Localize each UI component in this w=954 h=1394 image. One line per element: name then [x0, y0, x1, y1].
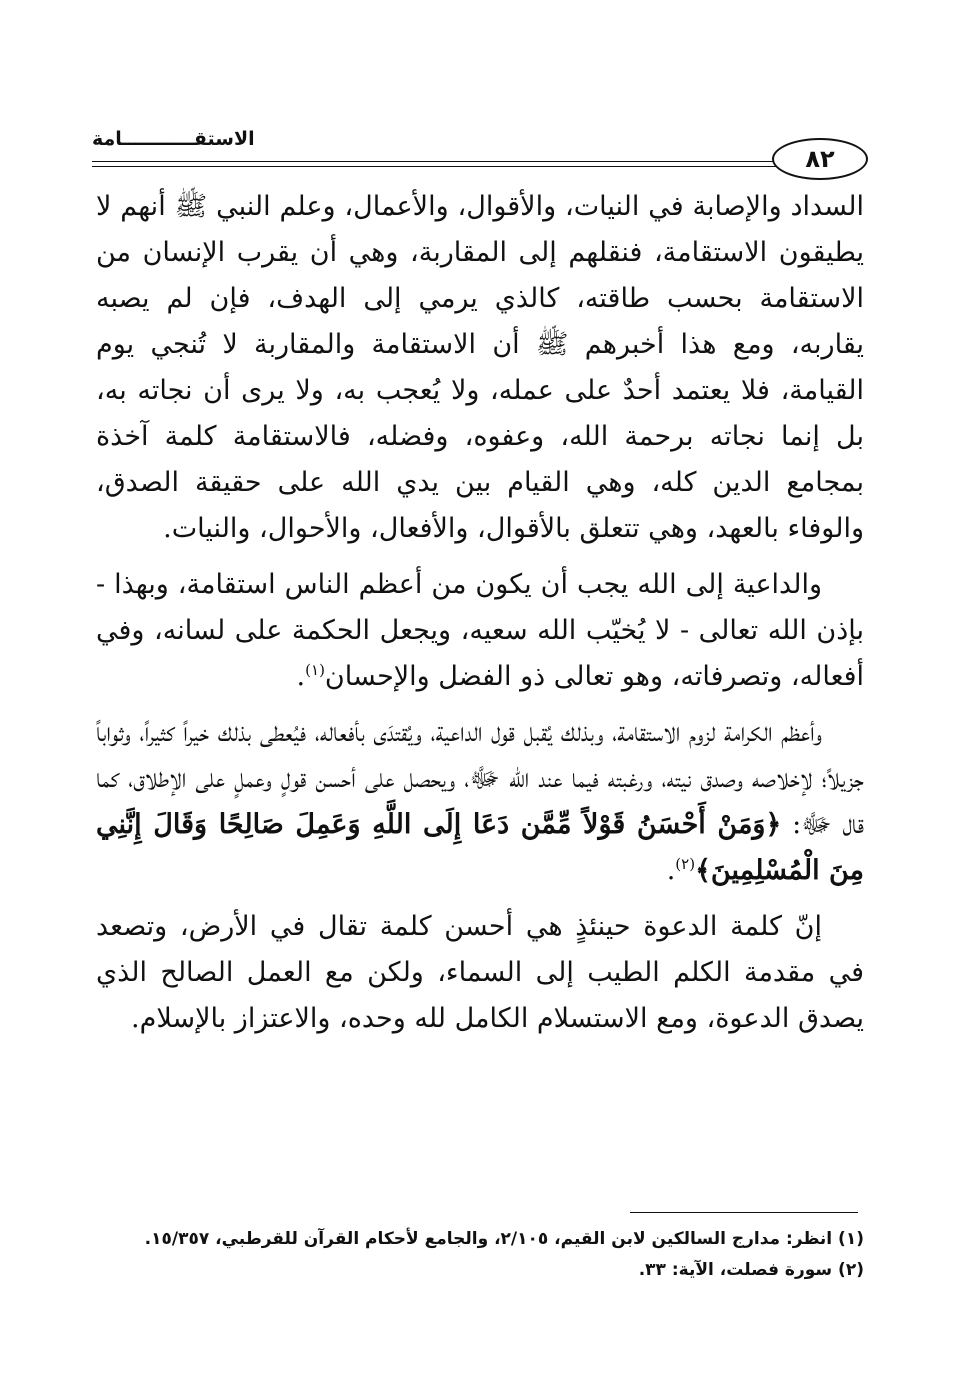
- page-header: [92, 128, 868, 184]
- footnote-1: (١) انظر: مدارج السالكين لابن القيم، ٢/١٠٥، والجامع لأحكام القرآن للقرطبي، ١٥/٣٥٧.: [144, 1229, 864, 1249]
- paragraph-2: والداعية إلى الله يجب أن يكون من أعظم الناس استقامة، وبهذا - بإذن الله تعالى - لا يُخيّب الله سعيه، ويجعل الحكمة على لسانه، وفي أفعاله، وتصرفاته، وهو تعالى ذو الفضل والإحسان$^{(١)}$.: [96, 569, 864, 692]
- footnotes: [96, 1224, 864, 1286]
- page-number: ٨٢: [772, 138, 868, 180]
- running-title: الاستقـــــــــــامة: [92, 128, 255, 150]
- paragraph-2-text: والداعية إلى الله يجب أن يكون من أعظم الناس استقامة، وبهذا - بإذن الله تعالى - لا يُخيّب الله سعيه، ويجعل الحكمة على لسانه، وفي أفعاله، وتصرفاته، وهو تعالى ذو الفضل والإحسان: [96, 569, 864, 692]
- footnote-separator: [630, 1212, 858, 1213]
- paragraph-4: إنّ كلمة الدعوة حينئذٍ هي أحسن كلمة تقال في الأرض، وتصعد في مقدمة الكلم الطيب إلى السماء، ولكن مع العمل الصالح الذي يصدق الدعوة، ومع الاستسلام الكامل لله وحده، والاعتزاز بالإسلام.: [96, 911, 864, 1034]
- paragraph-3-text: وأعظم الكرامة لزوم الاستقامة، وبذلك يُقبل قول الداعية، ويُقتدَى بأفعاله، فيُعطى بذلك خيراً كثيراً، وثواباً جزيلاً؛ لإخلاصه وصدق نيته، ورغبته فيما عند الله ﷻ، ويحصل على أحسن قولٍ وعملٍ على الإطلاق، كما قال ﷻ:: [96, 717, 864, 840]
- footnote-ref-1[interactable]: (١): [305, 661, 325, 679]
- paragraph-1: السداد والإصابة في النيات، والأقوال، والأعمال، وعلم النبي ﷺ أنهم لا يطيقون الاستقامة، فنقلهم إلى المقاربة، وهي أن يقرب الإنسان من الاستقامة بحسب طاقته، كالذي يرمي إلى الهدف، فإن لم يصبه يقاربه، ومع هذا أخبرهم ﷺ أن الاستقامة والمقاربة لا تُنجي يوم القيامة، فلا يعتمد أحدٌ على عمله، ولا يُعجب به، ولا يرى أن نجاته به، بل إنما نجاته برحمة الله، وعفوه، وفضله، فالاستقامة كلمة آخذة بمجامع الدين كله، وهي القيام بين يدي الله على حقيقة الصدق، والوفاء بالعهد، وهي تتعلق بالأقوال، والأفعال، والأحوال، والنيات.: [96, 191, 864, 544]
- footnote-ref-2[interactable]: (٢): [675, 855, 696, 873]
- quran-verse: ﴿وَمَنْ أَحْسَنُ قَوْلاً مِّمَّن دَعَا إِلَى اللَّهِ وَعَمِلَ صَالِحًا وَقَالَ إِنَّنِي مِنَ الْمُسْلِمِينَ﴾: [96, 809, 864, 886]
- footnote-2: (٢) سورة فصلت، الآية: ٣٣.: [638, 1260, 864, 1280]
- main-text: [96, 184, 864, 1052]
- header-rule: [92, 161, 780, 162]
- header-rule-double: [92, 166, 780, 167]
- paragraph-3: وأعظم الكرامة لزوم الاستقامة، وبذلك يُقبل قول الداعية، ويُقتدَى بأفعاله، فيُعطى بذلك خيراً كثيراً، وثواباً جزيلاً؛ لإخلاصه وصدق نيته، ورغبته فيما عند الله ﷻ، ويحصل على أحسن قولٍ وعملٍ على الإطلاق، كما قال ﷻ: ﴿وَمَنْ أَحْسَنُ قَوْلاً مِّمَّن دَعَا إِلَى اللَّهِ وَعَمِلَ صَالِحًا وَقَالَ إِنَّنِي مِنَ الْمُسْلِمِينَ﴾$^{(٢)}$.: [96, 717, 864, 886]
